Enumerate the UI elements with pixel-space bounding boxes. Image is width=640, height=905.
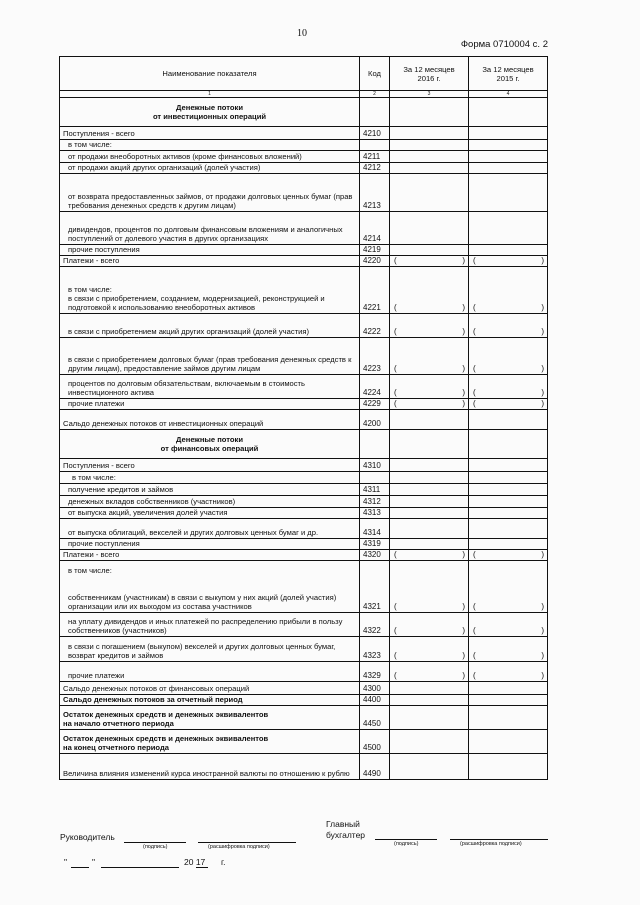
table-row — [60, 314, 548, 338]
row-code: 4219 — [360, 245, 390, 256]
row-code: 4329 — [360, 662, 390, 682]
negative-value-brackets — [473, 327, 544, 336]
negative-value-brackets — [394, 626, 465, 635]
bracket-close: ) — [462, 602, 465, 611]
row-label: Поступления - всего — [60, 459, 360, 472]
bracket-close: ) — [541, 550, 544, 559]
section-title: Денежные потоки от инвестиционных операций — [60, 98, 360, 127]
value-cell-previous[interactable] — [469, 163, 548, 174]
row-label: в том числе: в связи с приобретением, созданием, модернизацией, реконструкцией и подготовкой к использованию внеоборотных активов — [60, 267, 360, 314]
value-cell-current[interactable] — [390, 508, 469, 519]
value-cell-current[interactable] — [390, 163, 469, 174]
table-row — [60, 561, 548, 613]
row-label: Сальдо денежных потоков за отчетный период — [60, 695, 360, 706]
bracket-close: ) — [541, 364, 544, 373]
value-cell-previous[interactable] — [469, 613, 548, 637]
value-cell-current[interactable] — [390, 637, 469, 662]
bracket-close: ) — [462, 671, 465, 680]
negative-value-brackets — [473, 550, 544, 559]
row-code: 4323 — [360, 637, 390, 662]
table-row — [60, 472, 548, 484]
table-row — [60, 613, 548, 637]
value-cell-current[interactable] — [390, 127, 469, 140]
row-label: Остаток денежных средств и денежных эквивалентов на конец отчетного периода — [60, 730, 360, 754]
table-row — [60, 245, 548, 256]
table-row — [60, 496, 548, 508]
bracket-close: ) — [462, 364, 465, 373]
value-cell-current[interactable] — [390, 706, 469, 730]
row-label: в том числе: — [60, 140, 360, 151]
chief-transcript-caption: (расшифровка подписи) — [460, 841, 522, 847]
value-cell-current[interactable] — [390, 459, 469, 472]
chief-label-2: бухгалтер — [326, 830, 366, 840]
bracket-close: ) — [541, 327, 544, 336]
row-code: 4222 — [360, 314, 390, 338]
bracket-close: ) — [462, 550, 465, 559]
row-code: 4490 — [360, 754, 390, 780]
row-label: прочие платежи — [60, 662, 360, 682]
table-row — [60, 163, 548, 174]
value-cell-current[interactable] — [390, 519, 469, 539]
value-cell-previous[interactable] — [469, 410, 548, 430]
row-code: 4313 — [360, 508, 390, 519]
value-cell-previous[interactable] — [469, 245, 548, 256]
bracket-open: ( — [473, 550, 476, 559]
date-year-line[interactable] — [196, 867, 208, 868]
bracket-open: ( — [394, 651, 397, 660]
row-label: Поступления - всего — [60, 127, 360, 140]
bracket-open: ( — [473, 256, 476, 265]
table-row — [60, 662, 548, 682]
value-cell-current[interactable] — [390, 539, 469, 550]
row-label: в связи с погашением (выкупом) векселей и других долговых ценных бумаг, возврат кредитов и займов — [60, 637, 360, 662]
negative-value-brackets — [394, 364, 465, 373]
value-cell-current[interactable] — [390, 399, 469, 410]
col-number-3: 3 — [390, 91, 469, 98]
row-code: 4322 — [360, 613, 390, 637]
header-code: Код — [360, 57, 390, 91]
value-cell-previous[interactable] — [469, 256, 548, 267]
negative-value-brackets — [394, 602, 465, 611]
row-label: Сальдо денежных потоков от инвестиционных операций — [60, 410, 360, 430]
negative-value-brackets — [394, 388, 465, 397]
table-row — [60, 519, 548, 539]
date-quote-open: " — [64, 857, 68, 867]
value-cell-previous[interactable] — [469, 637, 548, 662]
bracket-close: ) — [541, 399, 544, 408]
col-number-4: 4 — [469, 91, 548, 98]
row-code: 4213 — [360, 174, 390, 212]
table-row — [60, 399, 548, 410]
bracket-close: ) — [462, 388, 465, 397]
row-label: от продажи акций других организаций (долей участия) — [60, 163, 360, 174]
value-cell-current[interactable] — [390, 730, 469, 754]
value-cell-previous[interactable] — [469, 682, 548, 695]
row-label: в том числе: — [60, 472, 360, 484]
value-cell-previous[interactable] — [469, 127, 548, 140]
negative-value-brackets — [473, 651, 544, 660]
row-code: 4319 — [360, 539, 390, 550]
head-signature-caption: (подпись) — [143, 844, 168, 850]
negative-value-brackets — [394, 651, 465, 660]
value-cell-current[interactable] — [390, 695, 469, 706]
bracket-open: ( — [394, 256, 397, 265]
value-cell-current[interactable] — [390, 267, 469, 314]
negative-value-brackets — [473, 256, 544, 265]
bracket-open: ( — [473, 327, 476, 336]
head-transcript-caption: (расшифровка подписи) — [208, 844, 270, 850]
row-label: денежных вкладов собственников (участников) — [60, 496, 360, 508]
cash-flow-table — [59, 56, 548, 780]
row-label: прочие поступления — [60, 539, 360, 550]
row-label: от выпуска акций, увеличения долей участия — [60, 508, 360, 519]
value-cell-current[interactable] — [390, 338, 469, 375]
bracket-close: ) — [541, 256, 544, 265]
bracket-close: ) — [541, 671, 544, 680]
row-label: Величина влияния изменений курса иностранной валюты по отношению к рублю — [60, 754, 360, 780]
negative-value-brackets — [473, 388, 544, 397]
bracket-open: ( — [473, 671, 476, 680]
row-code: 4300 — [360, 682, 390, 695]
value-cell-current[interactable] — [390, 140, 469, 151]
table-row — [60, 682, 548, 695]
bracket-open: ( — [394, 399, 397, 408]
value-cell-current[interactable] — [390, 472, 469, 484]
date-month-line[interactable] — [101, 867, 179, 868]
bracket-close: ) — [541, 651, 544, 660]
section-row — [60, 430, 548, 459]
value-cell-current[interactable] — [390, 375, 469, 399]
chief-transcript-line[interactable] — [450, 839, 548, 840]
row-label: дивидендов, процентов по долговым финансовым вложениям и аналогичных поступлений от долевого участия в других организациях — [60, 212, 360, 245]
form-code: Форма 0710004 с. 2 — [460, 39, 548, 50]
value-cell-current[interactable] — [390, 410, 469, 430]
col-number-1: 1 — [60, 91, 360, 98]
chief-signature-caption: (подпись) — [394, 841, 419, 847]
negative-value-brackets — [394, 303, 465, 312]
row-code: 4211 — [360, 151, 390, 163]
value-cell-previous[interactable] — [469, 98, 548, 127]
row-label: в том числе: собственникам (участникам) в связи с выкупом у них акций (долей участия) организации или их выходом из состава участников — [60, 561, 360, 613]
negative-value-brackets — [473, 671, 544, 680]
value-cell-current[interactable] — [390, 430, 469, 459]
date-year: 20 17 — [184, 857, 206, 867]
bracket-open: ( — [394, 626, 397, 635]
negative-value-brackets — [394, 671, 465, 680]
head-signature-line[interactable] — [124, 842, 186, 843]
table-row — [60, 550, 548, 561]
value-cell-current[interactable] — [390, 174, 469, 212]
row-code: 4223 — [360, 338, 390, 375]
date-quote-close: " — [92, 857, 96, 867]
header-period-previous: За 12 месяцев 2015 г. — [469, 57, 548, 91]
row-label: от продажи внеоборотных активов (кроме финансовых вложений) — [60, 151, 360, 163]
value-cell-current[interactable] — [390, 682, 469, 695]
bracket-open: ( — [473, 388, 476, 397]
table-row — [60, 338, 548, 375]
row-code: 4214 — [360, 212, 390, 245]
value-cell-previous[interactable] — [469, 508, 548, 519]
negative-value-brackets — [394, 256, 465, 265]
table-row — [60, 754, 548, 780]
row-code: 4220 — [360, 256, 390, 267]
bracket-open: ( — [394, 602, 397, 611]
section-title: Денежные потоки от финансовых операций — [60, 430, 360, 459]
table-row — [60, 508, 548, 519]
bracket-close: ) — [462, 327, 465, 336]
chief-signature-line[interactable] — [375, 839, 437, 840]
bracket-open: ( — [473, 602, 476, 611]
bracket-open: ( — [473, 651, 476, 660]
bracket-close: ) — [462, 626, 465, 635]
negative-value-brackets — [473, 626, 544, 635]
value-cell-previous[interactable] — [469, 212, 548, 245]
table-row — [60, 637, 548, 662]
value-cell-previous[interactable] — [469, 496, 548, 508]
value-cell-current[interactable] — [390, 662, 469, 682]
bracket-open: ( — [473, 364, 476, 373]
bracket-open: ( — [473, 303, 476, 312]
table-row — [60, 410, 548, 430]
table-row — [60, 151, 548, 163]
row-code — [360, 472, 390, 484]
value-cell-previous[interactable] — [469, 314, 548, 338]
bracket-open: ( — [394, 327, 397, 336]
table-row — [60, 695, 548, 706]
head-label: Руководитель — [60, 832, 115, 842]
table-row — [60, 212, 548, 245]
bracket-open: ( — [394, 364, 397, 373]
row-label: на уплату дивидендов и иных платежей по распределению прибыли в пользу собственников (участников) — [60, 613, 360, 637]
bracket-open: ( — [394, 388, 397, 397]
value-cell-previous[interactable] — [469, 519, 548, 539]
row-label: от выпуска облигаций, векселей и других долговых ценных бумаг и др. — [60, 519, 360, 539]
row-label: Сальдо денежных потоков от финансовых операций — [60, 682, 360, 695]
value-cell-current[interactable] — [390, 550, 469, 561]
negative-value-brackets — [394, 327, 465, 336]
negative-value-brackets — [473, 602, 544, 611]
row-label: в связи с приобретением акций других организаций (долей участия) — [60, 314, 360, 338]
bracket-close: ) — [541, 602, 544, 611]
row-code: 4229 — [360, 399, 390, 410]
value-cell-current[interactable] — [390, 484, 469, 496]
negative-value-brackets — [394, 399, 465, 408]
row-label: прочие поступления — [60, 245, 360, 256]
head-transcript-line[interactable] — [198, 842, 296, 843]
row-code: 4210 — [360, 127, 390, 140]
table-row — [60, 706, 548, 730]
table-row — [60, 539, 548, 550]
chief-label-1: Главный — [326, 819, 360, 829]
row-label: Остаток денежных средств и денежных эквивалентов на начало отчетного периода — [60, 706, 360, 730]
row-code: 4311 — [360, 484, 390, 496]
value-cell-current[interactable] — [390, 314, 469, 338]
value-cell-current[interactable] — [390, 245, 469, 256]
value-cell-previous[interactable] — [469, 375, 548, 399]
value-cell-previous[interactable] — [469, 151, 548, 163]
table-row — [60, 730, 548, 754]
value-cell-previous[interactable] — [469, 730, 548, 754]
bracket-open: ( — [394, 303, 397, 312]
row-label: Платежи - всего — [60, 550, 360, 561]
row-code — [360, 98, 390, 127]
header-period-current: За 12 месяцев 2016 г. — [390, 57, 469, 91]
bracket-close: ) — [462, 303, 465, 312]
value-cell-current[interactable] — [390, 561, 469, 613]
value-cell-previous[interactable] — [469, 140, 548, 151]
table-body — [60, 98, 548, 780]
value-cell-previous[interactable] — [469, 484, 548, 496]
value-cell-current[interactable] — [390, 754, 469, 780]
value-cell-previous[interactable] — [469, 472, 548, 484]
row-label: в связи с приобретением долговых бумаг (прав требования денежных средств к другим лицам), предоставление займов другим лицам — [60, 338, 360, 375]
bracket-open: ( — [394, 671, 397, 680]
row-code: 4320 — [360, 550, 390, 561]
value-cell-previous[interactable] — [469, 338, 548, 375]
value-cell-previous[interactable] — [469, 706, 548, 730]
value-cell-previous[interactable] — [469, 561, 548, 613]
row-code — [360, 430, 390, 459]
table-row — [60, 174, 548, 212]
bracket-close: ) — [541, 626, 544, 635]
table-row — [60, 256, 548, 267]
row-code: 4321 — [360, 561, 390, 613]
row-label: Платежи - всего — [60, 256, 360, 267]
value-cell-current[interactable] — [390, 256, 469, 267]
bracket-close: ) — [462, 256, 465, 265]
row-code: 4212 — [360, 163, 390, 174]
table-row — [60, 375, 548, 399]
bracket-close: ) — [541, 388, 544, 397]
value-cell-current[interactable] — [390, 212, 469, 245]
bracket-close: ) — [462, 399, 465, 408]
value-cell-previous[interactable] — [469, 430, 548, 459]
value-cell-previous[interactable] — [469, 539, 548, 550]
bracket-close: ) — [462, 651, 465, 660]
table-row — [60, 140, 548, 151]
row-code: 4224 — [360, 375, 390, 399]
row-label: процентов по долговым обязательствам, включаемым в стоимость инвестиционного актива — [60, 375, 360, 399]
negative-value-brackets — [473, 399, 544, 408]
row-label: получение кредитов и займов — [60, 484, 360, 496]
value-cell-previous[interactable] — [469, 550, 548, 561]
date-day-line[interactable] — [71, 867, 89, 868]
value-cell-previous[interactable] — [469, 399, 548, 410]
col-number-2: 2 — [360, 91, 390, 98]
row-code: 4400 — [360, 695, 390, 706]
row-label: прочие платежи — [60, 399, 360, 410]
value-cell-previous[interactable] — [469, 459, 548, 472]
page-number: 10 — [297, 28, 307, 39]
value-cell-previous[interactable] — [469, 662, 548, 682]
bracket-open: ( — [394, 550, 397, 559]
negative-value-brackets — [473, 303, 544, 312]
row-code: 4310 — [360, 459, 390, 472]
value-cell-current[interactable] — [390, 613, 469, 637]
row-code: 4312 — [360, 496, 390, 508]
value-cell-previous[interactable] — [469, 695, 548, 706]
value-cell-current[interactable] — [390, 496, 469, 508]
row-code — [360, 140, 390, 151]
value-cell-current[interactable] — [390, 98, 469, 127]
table-row — [60, 267, 548, 314]
value-cell-previous[interactable] — [469, 754, 548, 780]
table-row — [60, 127, 548, 140]
value-cell-previous[interactable] — [469, 267, 548, 314]
value-cell-current[interactable] — [390, 151, 469, 163]
row-code: 4314 — [360, 519, 390, 539]
section-row — [60, 98, 548, 127]
table-row — [60, 459, 548, 472]
table-row — [60, 484, 548, 496]
header-name: Наименование показателя — [60, 57, 360, 91]
bracket-close: ) — [541, 303, 544, 312]
date-suffix: г. — [221, 857, 226, 867]
row-code: 4200 — [360, 410, 390, 430]
bracket-open: ( — [473, 399, 476, 408]
negative-value-brackets — [394, 550, 465, 559]
row-code: 4450 — [360, 706, 390, 730]
value-cell-previous[interactable] — [469, 174, 548, 212]
row-code: 4221 — [360, 267, 390, 314]
bracket-open: ( — [473, 626, 476, 635]
negative-value-brackets — [473, 364, 544, 373]
row-code: 4500 — [360, 730, 390, 754]
row-label: от возврата предоставленных займов, от продажи долговых ценных бумаг (прав требования денежных средств к другим лицам) — [60, 174, 360, 212]
